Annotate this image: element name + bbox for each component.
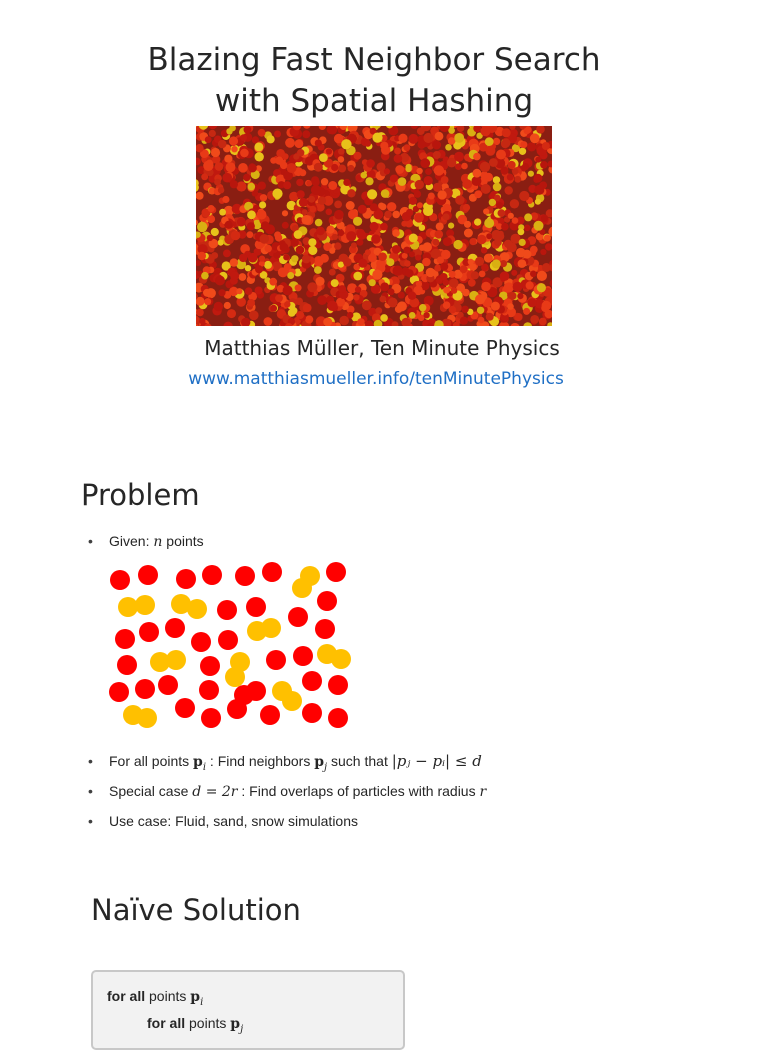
bullet-neighbors: • For all points $p_i$ : Find neighbors $p_j$ such that |pⱼ − pᵢ| ≤ d — [88, 750, 486, 780]
red-particle — [176, 569, 196, 589]
red-particle — [201, 708, 221, 728]
red-particle — [191, 632, 211, 652]
points-scatter-graphic — [104, 560, 360, 732]
red-particle — [117, 655, 137, 675]
yellow-particle — [118, 597, 138, 617]
problem-heading: Problem — [81, 478, 200, 512]
code-line-2: for all points $p_j$ — [147, 1014, 244, 1035]
particle-simulation-image — [196, 126, 552, 326]
website-link[interactable]: www.matthiasmueller.info/tenMinutePhysics — [188, 369, 564, 389]
yellow-particle — [292, 578, 312, 598]
red-particle — [302, 671, 322, 691]
yellow-particle — [166, 650, 186, 670]
code-line-1: for all points $p_i$ — [107, 988, 204, 1008]
problem-bullet-list-1 — [88, 530, 204, 560]
red-particle — [218, 630, 238, 650]
pseudocode-box — [91, 970, 405, 1050]
naive-solution-heading: Naïve Solution — [91, 893, 301, 927]
red-particle — [199, 680, 219, 700]
red-particle — [246, 681, 266, 701]
red-particle — [135, 679, 155, 699]
bullet-given: • Given: n points — [88, 530, 204, 560]
red-particle — [202, 565, 222, 585]
red-particle — [109, 682, 129, 702]
bullet-use-case: • Use case: Fluid, sand, snow simulations — [88, 810, 486, 840]
bullet-special-case: • Special case d = 2r : Find overlaps of particles with radius r — [88, 780, 486, 810]
red-particle — [317, 591, 337, 611]
red-particle — [262, 562, 282, 582]
red-particle — [260, 705, 280, 725]
slide-title — [0, 40, 748, 122]
red-particle — [235, 566, 255, 586]
red-particle — [165, 618, 185, 638]
red-particle — [175, 698, 195, 718]
yellow-particle — [331, 649, 351, 669]
red-particle — [139, 622, 159, 642]
yellow-particle — [135, 595, 155, 615]
particle-field-graphic — [196, 126, 552, 326]
red-particle — [266, 650, 286, 670]
red-particle — [288, 607, 308, 627]
red-particle — [138, 565, 158, 585]
red-particle — [227, 699, 247, 719]
red-particle — [293, 646, 313, 666]
red-particle — [200, 656, 220, 676]
red-particle — [246, 597, 266, 617]
red-particle — [326, 562, 346, 582]
yellow-particle — [282, 691, 302, 711]
yellow-particle — [261, 618, 281, 638]
yellow-particle — [225, 667, 245, 687]
title-line-1: Blazing Fast Neighbor Search — [147, 42, 601, 78]
red-particle — [328, 708, 348, 728]
red-particle — [328, 675, 348, 695]
red-particle — [115, 629, 135, 649]
author-line: Matthias Müller, Ten Minute Physics — [204, 336, 560, 360]
red-particle — [302, 703, 322, 723]
red-particle — [158, 675, 178, 695]
red-particle — [217, 600, 237, 620]
red-particle — [110, 570, 130, 590]
red-particle — [315, 619, 335, 639]
yellow-particle — [187, 599, 207, 619]
title-line-2: with Spatial Hashing — [214, 83, 534, 119]
problem-bullet-list-2 — [88, 750, 486, 840]
yellow-particle — [137, 708, 157, 728]
points-illustration — [104, 560, 360, 732]
